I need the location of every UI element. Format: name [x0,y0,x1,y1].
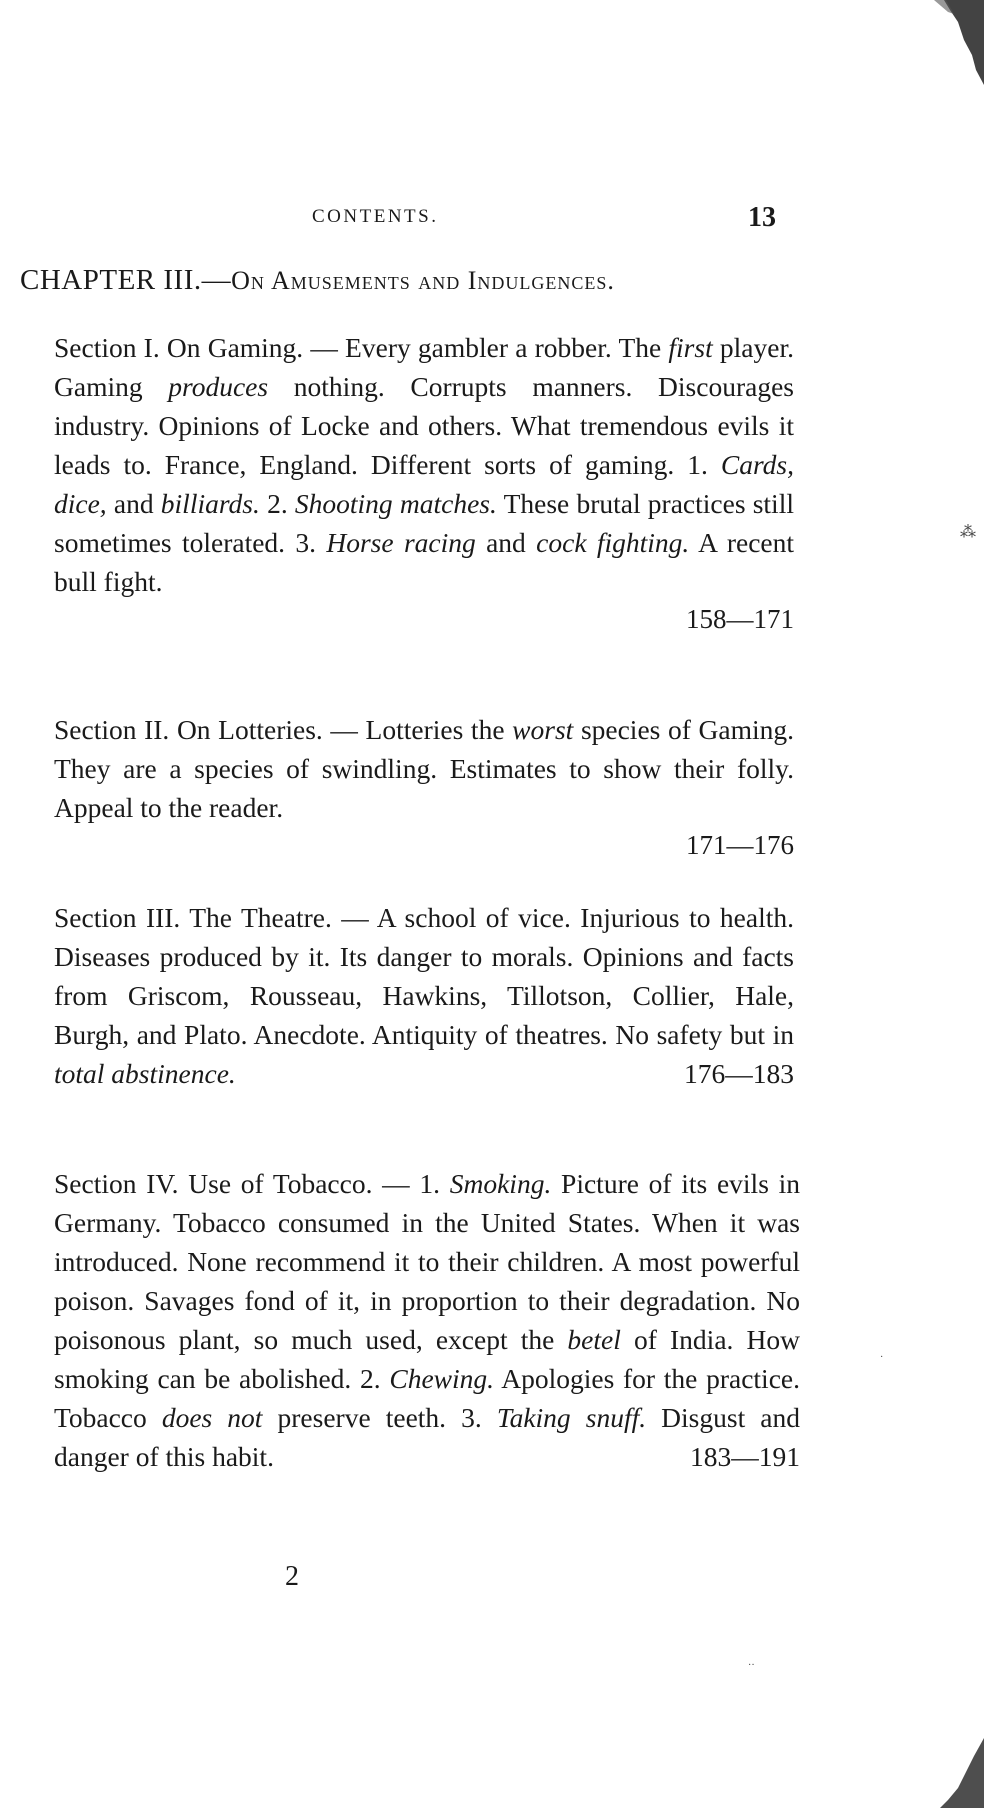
chapter-heading [20,264,800,297]
margin-speck: ⁂ [960,524,976,541]
margin-speck: · [880,1352,884,1363]
italic-run: worst [512,714,574,745]
text-run: nothing. Corrupts manners. Discourages industry. Opinions of Locke and others. What tremendous evils it leads to. France, England. Different sorts of gaming. 1. [54,371,794,480]
text-run: These brutal practices still sometimes tolerated. 3. [54,488,794,558]
text-run: Section IV. Use of Tobacco. — 1. [54,1168,450,1199]
section-2-entry [22,710,794,863]
italic-run: Chewing. [389,1363,495,1394]
text-run: A recent bull fight. [54,527,794,597]
text-run: Apologies for the practice. Tobacco [54,1363,800,1433]
section-4-page-range: 183—191 [690,1441,800,1472]
section-1-page-range: 158—171 [686,604,794,634]
text-run: of India. How smoking can be abolished. 2. [54,1324,800,1394]
page-number: 13 [748,202,776,233]
text-run: Section II. On Lotteries. — Lotteries the [54,714,513,745]
italic-run: betel [567,1324,621,1355]
italic-run: billiards. [160,488,260,519]
section-2-text [22,710,794,827]
running-head-title: CONTENTS. [312,206,439,227]
italic-run: Shooting matches. [294,488,497,519]
text-run: Section III. The Theatre. — A school of vice. Injurious to health. Diseases produced by it. Its danger to morals. Opinions and facts from Griscom, Rousseau, Hawkins, Tillotson, Collier, Hale, Burgh, and Plato. Anecdote. Antiquity of theatres. No safety but in [54,902,794,1050]
text-run: player. Gaming [54,332,794,402]
italic-run: Cards, dice, [54,449,794,519]
section-4-entry [22,1164,800,1476]
text-run: Picture of its evils in Germany. Tobacco consumed in the United States. When it was introduced. None recommend it to their children. A most powerful poison. Savages fond of it, in proportion to their degradation. No poisonous plant, so much used, except the [54,1168,800,1355]
text-run: preserve teeth. 3. [262,1402,497,1433]
italic-run: does not [161,1402,263,1433]
text-run: species of Gaming. They are a species of swindling. Estimates to show their folly. Appeal to the reader. [54,714,794,823]
text-run: Disgust and danger of this habit. [54,1402,800,1472]
running-head [0,202,984,242]
signature-mark: 2 [285,1561,299,1592]
italic-run: Horse racing [326,527,476,558]
italic-run: Smoking. [449,1168,552,1199]
italic-run: produces [168,371,269,402]
text-run: 2. [259,488,295,519]
section-3-entry [22,898,794,1093]
text-run: The [618,332,669,363]
torn-corner-bottom-right [940,1738,984,1808]
italic-run: Taking snuff. [496,1402,647,1433]
text-run: and [475,527,537,558]
section-1-heading-line: Section I. On Gaming. — Every gambler a robber. [54,332,612,363]
section-3-text [22,898,794,1093]
section-2-page-range: 171—176 [686,830,794,860]
chapter-subtitle: On Amusements and Indulgences. [231,266,615,295]
margin-speck: ·· [748,1660,755,1671]
section-4-text [22,1164,800,1476]
chapter-label: CHAPTER III.— [20,264,232,296]
italic-run: total abstinence. [54,1058,236,1089]
text-run: and [106,488,161,519]
section-3-page-range: 176—183 [684,1058,794,1089]
section-1-text [22,328,794,601]
italic-run: cock fighting. [536,527,690,558]
italic-run: first [668,332,713,363]
torn-corner-top-right [924,0,984,90]
section-1-entry [22,328,794,637]
